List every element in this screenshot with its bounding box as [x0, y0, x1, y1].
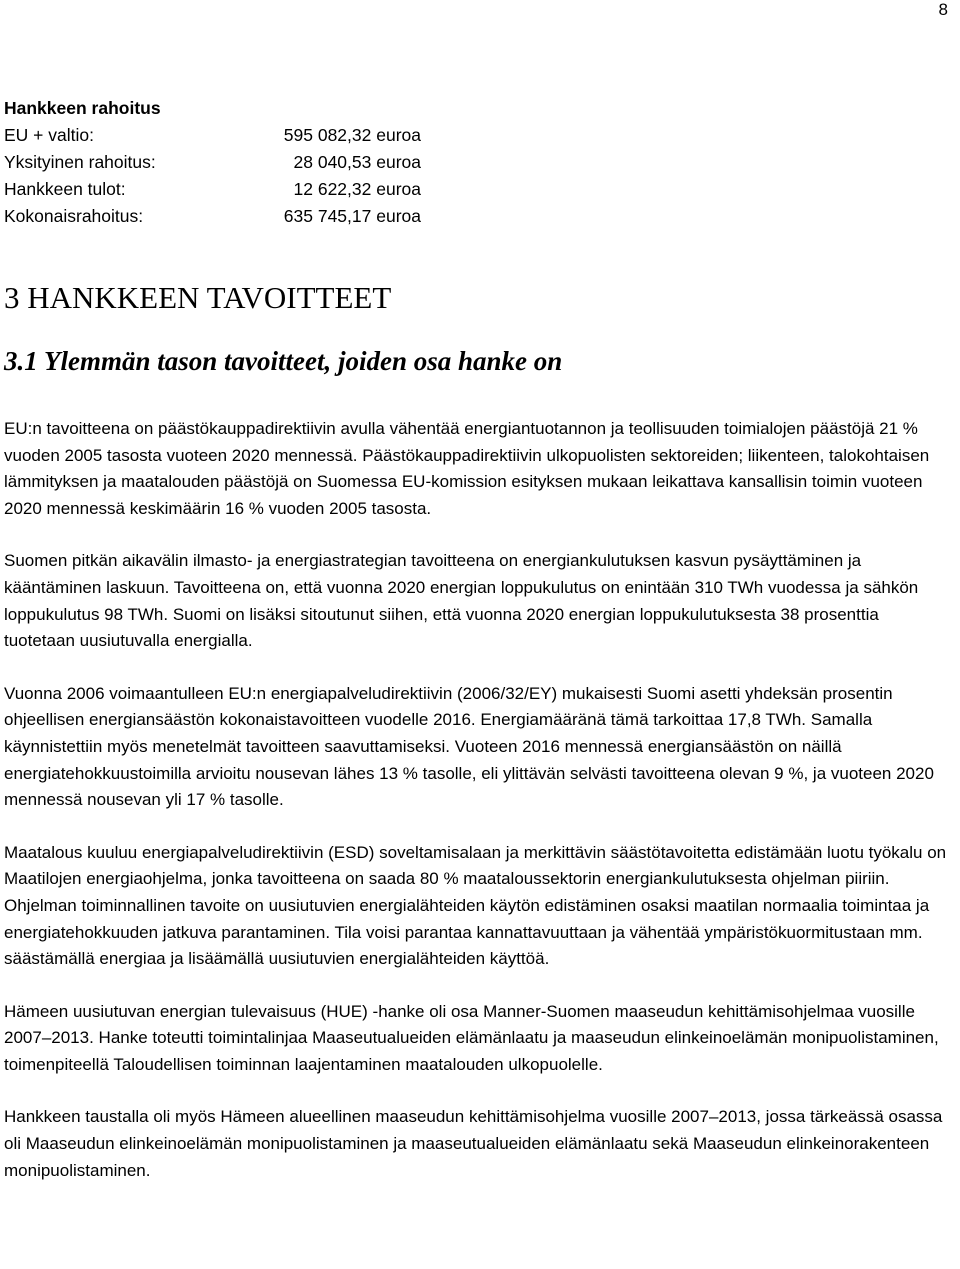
- funding-label: EU + valtio:: [4, 125, 94, 145]
- funding-title: Hankkeen rahoitus: [4, 98, 161, 118]
- funding-row-private: [4, 149, 424, 176]
- funding-row-eu-state: [4, 122, 424, 149]
- page-number: 8: [938, 0, 948, 19]
- paragraph-eu-emissions: EU:n tavoitteena on päästökauppadirektiivin avulla vähentää energiantuotannon ja teollisuuden toimialojen päästöjä 21 % vuoden 2005 tasosta vuoteen 2020 mennessä. Päästökauppadirektiivin ulkopuolisten sektoreiden; liikenteen, talokohtaisen lämmityksen ja maatalouden päästöjä on Suomessa EU-komission esityksen mukaan leikattava kansallisin toimin vuoteen 2020 mennessä keskimäärin 16 % vuoden 2005 tasosta.: [4, 419, 930, 518]
- paragraph-climate-strategy: Suomen pitkän aikavälin ilmasto- ja energiastrategian tavoitteena on energiankulutuksen kasvun pysäyttäminen ja kääntäminen laskuun. Tavoitteena on, että vuonna 2020 energian loppukulutus on enintään 310 TWh vuodessa ja sähkön loppukulutus 98 TWh. Suomi on lisäksi sitoutunut siihen, että vuonna 2020 energian loppukulutuksesta 38 prosenttia tuotetaan uusiutuvalla energialla.: [4, 551, 919, 651]
- funding-value: 595 082,32 euroa: [283, 125, 421, 145]
- funding-label: Kokonaisrahoitus:: [4, 206, 144, 226]
- funding-label: Yksityinen rahoitus:: [4, 152, 156, 172]
- paragraph-hue-project: Hämeen uusiutuvan energian tulevaisuus (HUE) -hanke oli osa Manner-Suomen maaseudun kehittämisohjelmaa vuosille 2007–2013. Hanke toteutti toimintalinjaa Maaseutualueiden elämänlaatu ja maaseudun elinkeinoelämän monipuolistaminen, toimenpiteellä Taloudellisen toiminnan laajentaminen maatalouden ulkopuolelle.: [4, 1001, 939, 1074]
- funding-value: 28 040,53 euroa: [293, 152, 421, 172]
- funding-block: [4, 95, 424, 230]
- funding-label: Hankkeen tulot:: [4, 179, 126, 199]
- body-text: [4, 416, 954, 1210]
- paragraph-agriculture: Maatalous kuuluu energiapalveludirektiivin (ESD) soveltamisalaan ja merkittävin säästötavoitetta edistämään luotu työkalu on Maatilojen energiaohjelma, jonka tavoitteena on saada 80 % maataloussektorin energiankulutuksesta ohjelman piiriin. Ohjelman toiminnallinen tavoite on uusiutuvien energialähteiden käytön edistäminen osaksi maatilan normaalia toimintaa ja energiatehokkuuden jatkuva parantaminen. Tila voisi parantaa kannattavuuttaan ja vähentää ympäristökuormitustaan mm. säästämällä energiaa ja lisäämällä uusiutuvien energialähteiden käyttöä.: [4, 842, 947, 969]
- funding-value: 12 622,32 euroa: [293, 179, 421, 199]
- section-heading: 3 HANKKEEN TAVOITTEET: [4, 280, 392, 315]
- paragraph-energy-services-directive: Vuonna 2006 voimaantulleen EU:n energiapalveludirektiivin (2006/32/EY) mukaisesti Suomi asetti yhdeksän prosentin ohjeellisen energiansäästön kokonaistavoitteen vuodelle 2016. Energiamääränä tämä tarkoittaa 17,8 TWh. Samalla käynnistettiin myös menetelmät tavoitteen saavuttamiseksi. Vuoteen 2016 mennessä energiansäästön on näillä energiatehokkuustoimilla arvioitu nousevan lähes 13 % tasolle, eli ylittävän selvästi tavoitteena olevan 9 %, ja vuoteen 2020 mennessä nousevan yli 17 % tasolle.: [4, 683, 934, 810]
- funding-value: 635 745,17 euroa: [283, 206, 421, 226]
- subsection-heading: 3.1 Ylemmän tason tavoitteet, joiden osa hanke on: [4, 346, 563, 376]
- paragraph-regional-programme: Hankkeen taustalla oli myös Hämeen alueellinen maaseudun kehittämisohjelma vuosille 2007–2013, jossa tärkeässä osassa oli Maaseudun elinkeinoelämän monipuolistaminen ja maaseutualueiden elämänlaatu sekä Maaseudun elinkeinorakenteen monipuolistaminen.: [4, 1107, 943, 1180]
- funding-row-income: [4, 176, 424, 203]
- funding-row-total: [4, 203, 424, 230]
